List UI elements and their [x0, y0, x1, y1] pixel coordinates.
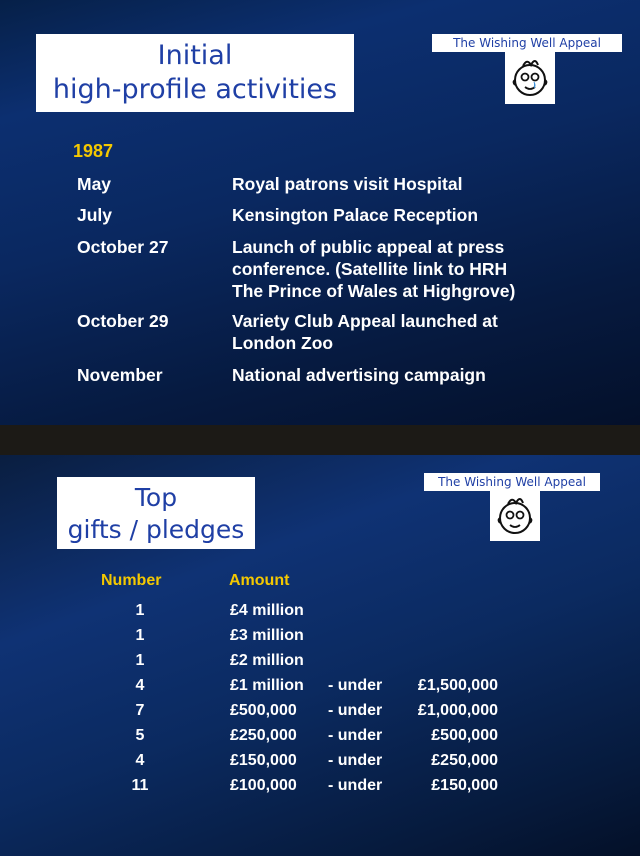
slide-title	[36, 34, 354, 112]
gift-amount: £250,000	[230, 727, 297, 744]
event-date: October 27	[77, 237, 169, 257]
gift-amount: £4 million	[230, 602, 304, 619]
gift-number: 7	[135, 702, 145, 719]
gift-range-label: - under	[328, 752, 383, 769]
column-header-amount: Amount	[229, 572, 290, 589]
event-description	[232, 204, 612, 226]
gift-range-label: - under	[328, 677, 383, 694]
event-description-line: conference. (Satellite link to HRH	[232, 259, 508, 279]
event-date: July	[77, 205, 113, 225]
gift-amount: £1 million	[230, 677, 304, 694]
event-description-line: Kensington Palace Reception	[232, 205, 479, 225]
gift-upper-bound: £1,000,000	[417, 702, 498, 719]
gift-amount: £3 million	[230, 627, 304, 644]
event-description-line: Royal patrons visit Hospital	[232, 174, 463, 194]
gift-upper-bound: £500,000	[431, 727, 498, 744]
title-line-2: high-profile activities	[52, 74, 338, 105]
event-description	[232, 236, 612, 302]
gift-number: 11	[131, 777, 149, 794]
slide-divider	[0, 425, 640, 455]
gift-upper-bound: £250,000	[431, 752, 498, 769]
wishing-well-face-icon	[505, 52, 555, 104]
appeal-logo-label: The Wishing Well Appeal	[424, 473, 600, 491]
appeal-logo-label: The Wishing Well Appeal	[432, 34, 622, 52]
title-line-1: Initial	[157, 40, 233, 71]
gift-number: 5	[135, 727, 145, 744]
gift-upper-bound: £1,500,000	[417, 677, 498, 694]
column-header-number: Number	[101, 572, 162, 589]
year-heading: 1987	[73, 141, 114, 161]
gift-number: 1	[135, 627, 145, 644]
gift-amount: £500,000	[230, 702, 297, 719]
event-description-line: London Zoo	[232, 333, 334, 353]
gift-number: 4	[135, 752, 145, 769]
event-description-line: National advertising campaign	[232, 365, 486, 385]
event-description-line: Variety Club Appeal launched at	[232, 311, 498, 331]
gift-amount: £100,000	[230, 777, 297, 794]
slide-top-gifts	[0, 455, 640, 856]
event-date: November	[77, 365, 163, 385]
gift-amount: £150,000	[230, 752, 297, 769]
gift-number: 1	[135, 602, 145, 619]
gift-range-label: - under	[328, 727, 383, 744]
gift-number: 4	[135, 677, 145, 694]
event-date: October 29	[77, 311, 169, 331]
gift-amount: £2 million	[230, 652, 304, 669]
title-line-2: gifts / pledges	[67, 515, 245, 544]
gift-range-label: - under	[328, 777, 383, 794]
slide-title	[57, 477, 255, 549]
event-description	[232, 364, 612, 386]
wishing-well-face-icon	[490, 491, 540, 541]
event-description	[232, 173, 612, 195]
slide-initial-activities	[0, 0, 640, 425]
gift-upper-bound: £150,000	[431, 777, 498, 794]
event-date: May	[77, 174, 112, 194]
gift-number: 1	[135, 652, 145, 669]
gift-range-label: - under	[328, 702, 383, 719]
event-description	[232, 310, 612, 354]
event-description-line: The Prince of Wales at Highgrove)	[232, 281, 516, 301]
title-line-1: Top	[134, 483, 178, 512]
event-description-line: Launch of public appeal at press	[232, 237, 505, 257]
